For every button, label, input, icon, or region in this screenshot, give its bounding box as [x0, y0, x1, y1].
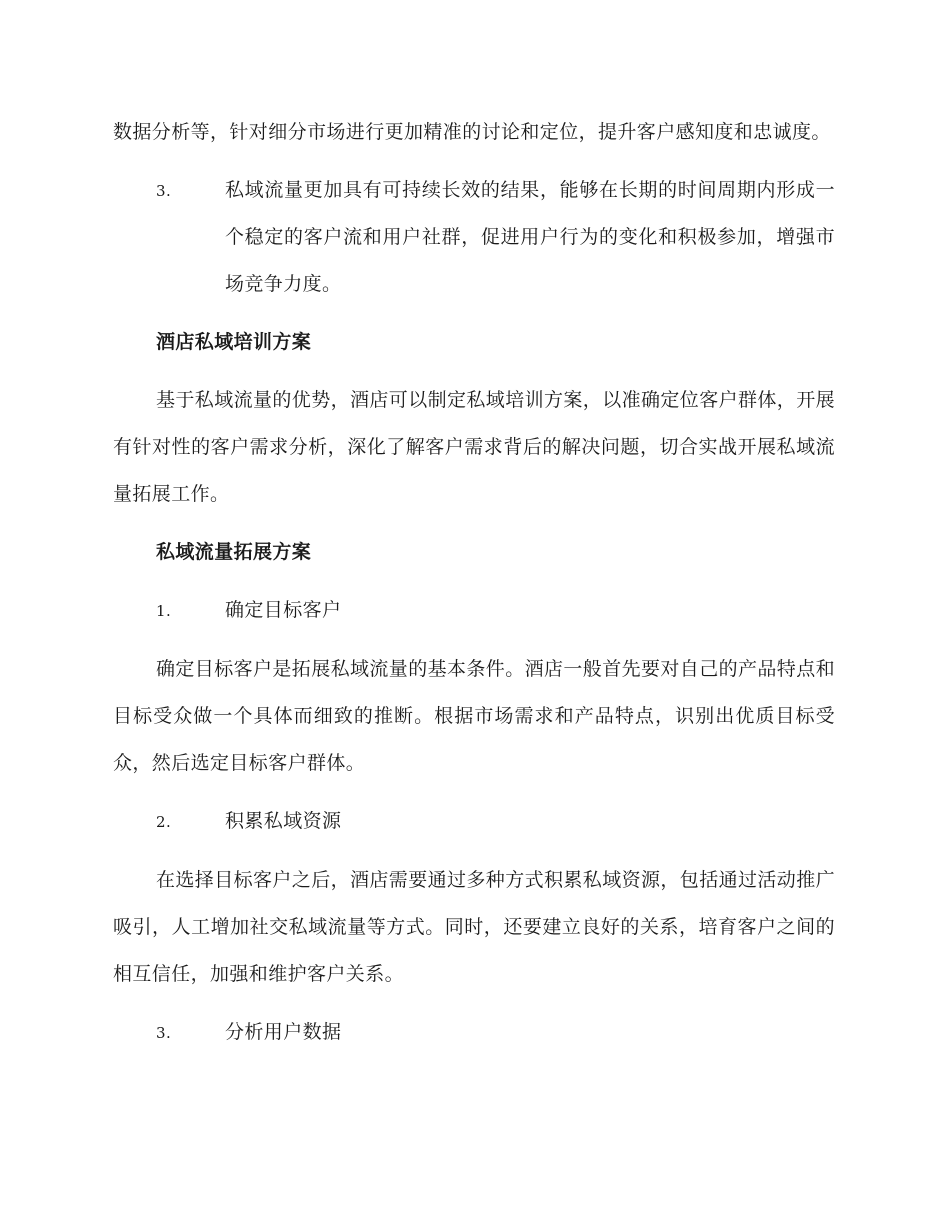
list-number: 2. — [156, 813, 172, 831]
step-1-heading — [113, 587, 835, 635]
section-heading-expansion: 私域流量拓展方案 — [156, 541, 312, 563]
step-2-heading — [113, 798, 835, 846]
paragraph-training: 基于私域流量的优势，酒店可以制定私域培训方案，以准确定位客户群体，开展有针对性的客户需求分析，深化了解客户需求背后的解决问题，切合实战开展私域流量拓展工作。 — [113, 389, 836, 505]
step-title: 确定目标客户 — [225, 599, 342, 621]
step-3-heading — [113, 1009, 835, 1057]
list-number: 3. — [156, 182, 172, 200]
list-number: 1. — [156, 602, 172, 620]
document-body — [113, 109, 835, 1068]
paragraph-step-2: 在选择目标客户之后，酒店需要通过多种方式积累私域资源，包括通过活动推广吸引，人工增加社交私域流量等方式。同时，还要建立良好的关系，培育客户之间的相互信任，加强和维护客户关系。 — [113, 869, 836, 985]
list-item-3 — [113, 167, 835, 308]
section-heading-training: 酒店私域培训方案 — [156, 331, 312, 353]
paragraph-step-1: 确定目标客户是拓展私域流量的基本条件。酒店一般首先要对自己的产品特点和目标受众做一个具体而细致的推断。根据市场需求和产品特点，识别出优质目标受众，然后选定目标客户群体。 — [113, 658, 836, 774]
step-title: 分析用户数据 — [225, 1021, 342, 1043]
list-number: 3. — [156, 1024, 172, 1042]
list-text: 私域流量更加具有可持续长效的结果，能够在长期的时间周期内形成一个稳定的客户流和用户社群，促进用户行为的变化和积极参加，增强市场竞争力度。 — [225, 179, 835, 295]
paragraph-continued: 数据分析等，针对细分市场进行更加精准的讨论和定位，提升客户感知度和忠诚度。 — [113, 121, 831, 143]
step-title: 积累私域资源 — [225, 810, 342, 832]
